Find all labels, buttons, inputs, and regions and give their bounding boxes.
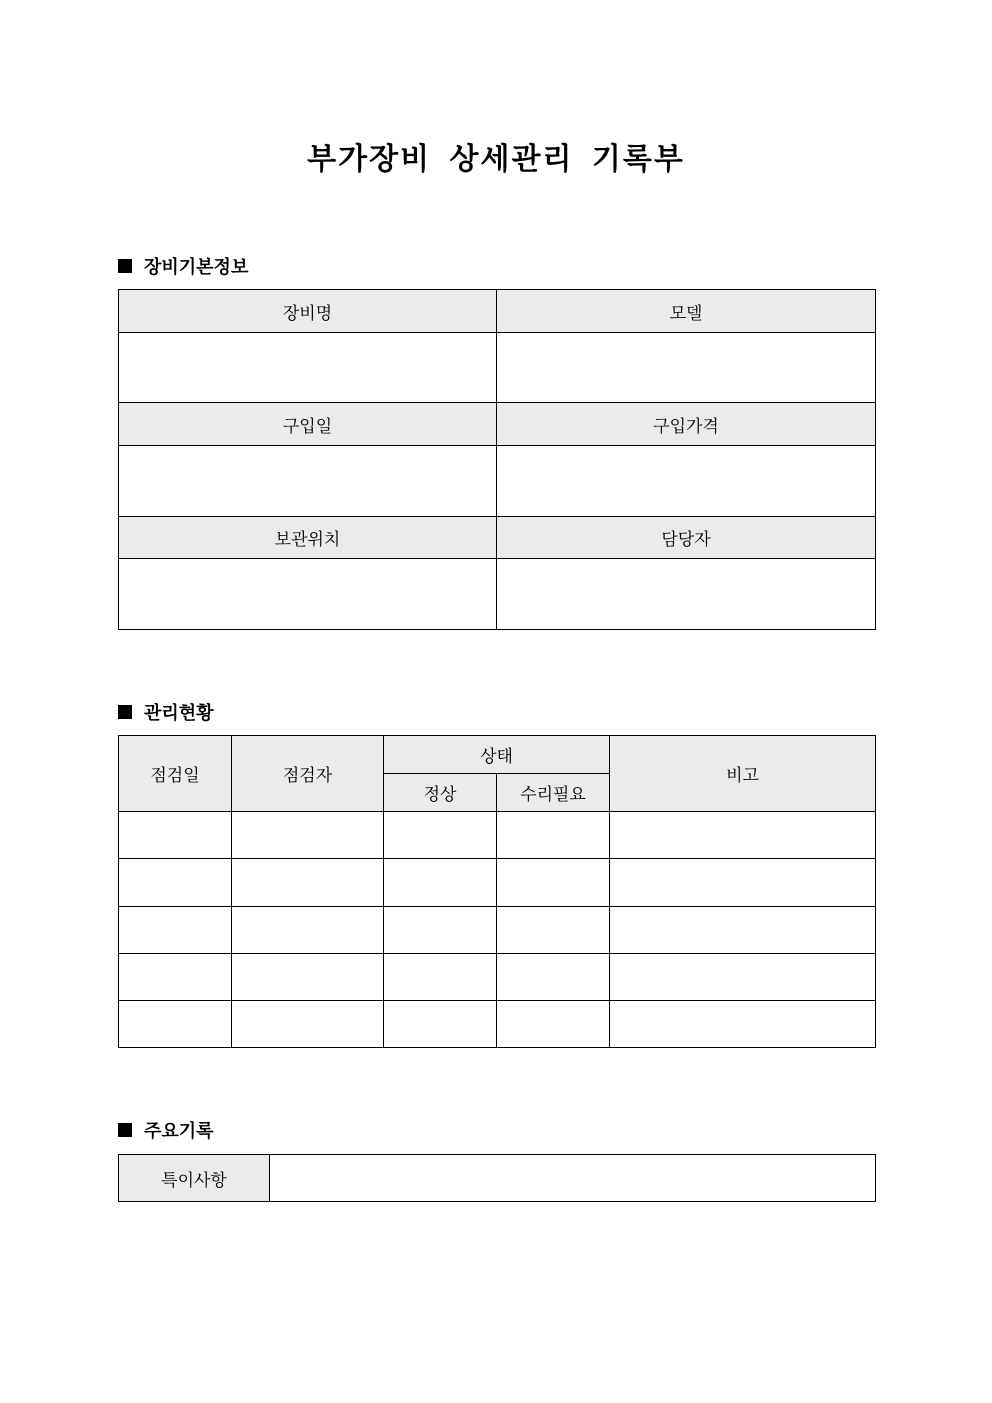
section-heading-records (118, 1117, 214, 1143)
manager-field[interactable] (497, 559, 876, 630)
inspection-date-cell[interactable] (119, 812, 232, 859)
inspector-cell[interactable] (232, 907, 384, 954)
page-title: 부가장비 상세관리 기록부 (307, 142, 685, 177)
inspector-cell[interactable] (232, 954, 384, 1001)
header-status-normal: 정상 (384, 774, 497, 812)
header-status-repair: 수리필요 (497, 774, 610, 812)
status-repair-cell[interactable] (497, 1001, 610, 1048)
model-field[interactable] (497, 333, 876, 403)
inspector-cell[interactable] (232, 859, 384, 907)
label-special-notes: 특이사항 (119, 1155, 270, 1202)
inspector-cell[interactable] (232, 1001, 384, 1048)
section-heading-label: 관리현황 (144, 703, 214, 724)
table-row (119, 1001, 876, 1048)
status-repair-cell[interactable] (497, 859, 610, 907)
header-inspection-date: 점검일 (119, 736, 232, 812)
note-cell[interactable] (610, 907, 876, 954)
table-row (119, 954, 876, 1001)
inspector-cell[interactable] (232, 812, 384, 859)
inspection-date-cell[interactable] (119, 1001, 232, 1048)
status-repair-cell[interactable] (497, 812, 610, 859)
status-normal-cell[interactable] (384, 859, 497, 907)
table-row (119, 812, 876, 859)
inspection-date-cell[interactable] (119, 954, 232, 1001)
header-note: 비고 (610, 736, 876, 812)
section-heading-basic-info (118, 253, 248, 279)
basic-info-table (118, 289, 876, 630)
table-row (119, 907, 876, 954)
note-cell[interactable] (610, 954, 876, 1001)
equipment-name-field[interactable] (119, 333, 497, 403)
status-normal-cell[interactable] (384, 812, 497, 859)
purchase-price-field[interactable] (497, 446, 876, 517)
square-bullet-icon (118, 705, 132, 719)
status-normal-cell[interactable] (384, 907, 497, 954)
note-cell[interactable] (610, 859, 876, 907)
label-purchase-date: 구입일 (119, 403, 497, 446)
status-repair-cell[interactable] (497, 954, 610, 1001)
label-manager: 담당자 (497, 517, 876, 559)
inspection-date-cell[interactable] (119, 907, 232, 954)
status-repair-cell[interactable] (497, 907, 610, 954)
header-inspector: 점검자 (232, 736, 384, 812)
status-normal-cell[interactable] (384, 1001, 497, 1048)
special-notes-field[interactable] (270, 1155, 876, 1202)
status-normal-cell[interactable] (384, 954, 497, 1001)
purchase-date-field[interactable] (119, 446, 497, 517)
square-bullet-icon (118, 259, 132, 273)
header-status: 상태 (384, 736, 610, 774)
table-row (119, 859, 876, 907)
section-heading-label: 장비기본정보 (144, 257, 249, 278)
storage-location-field[interactable] (119, 559, 497, 630)
square-bullet-icon (118, 1123, 132, 1137)
inspection-date-cell[interactable] (119, 859, 232, 907)
management-table (118, 735, 876, 1048)
note-cell[interactable] (610, 1001, 876, 1048)
label-purchase-price: 구입가격 (497, 403, 876, 446)
note-cell[interactable] (610, 812, 876, 859)
section-heading-label: 주요기록 (144, 1121, 214, 1142)
label-equipment-name: 장비명 (119, 290, 497, 333)
records-table (118, 1154, 876, 1202)
section-heading-management (118, 699, 214, 725)
label-model: 모델 (497, 290, 876, 333)
label-storage-location: 보관위치 (119, 517, 497, 559)
